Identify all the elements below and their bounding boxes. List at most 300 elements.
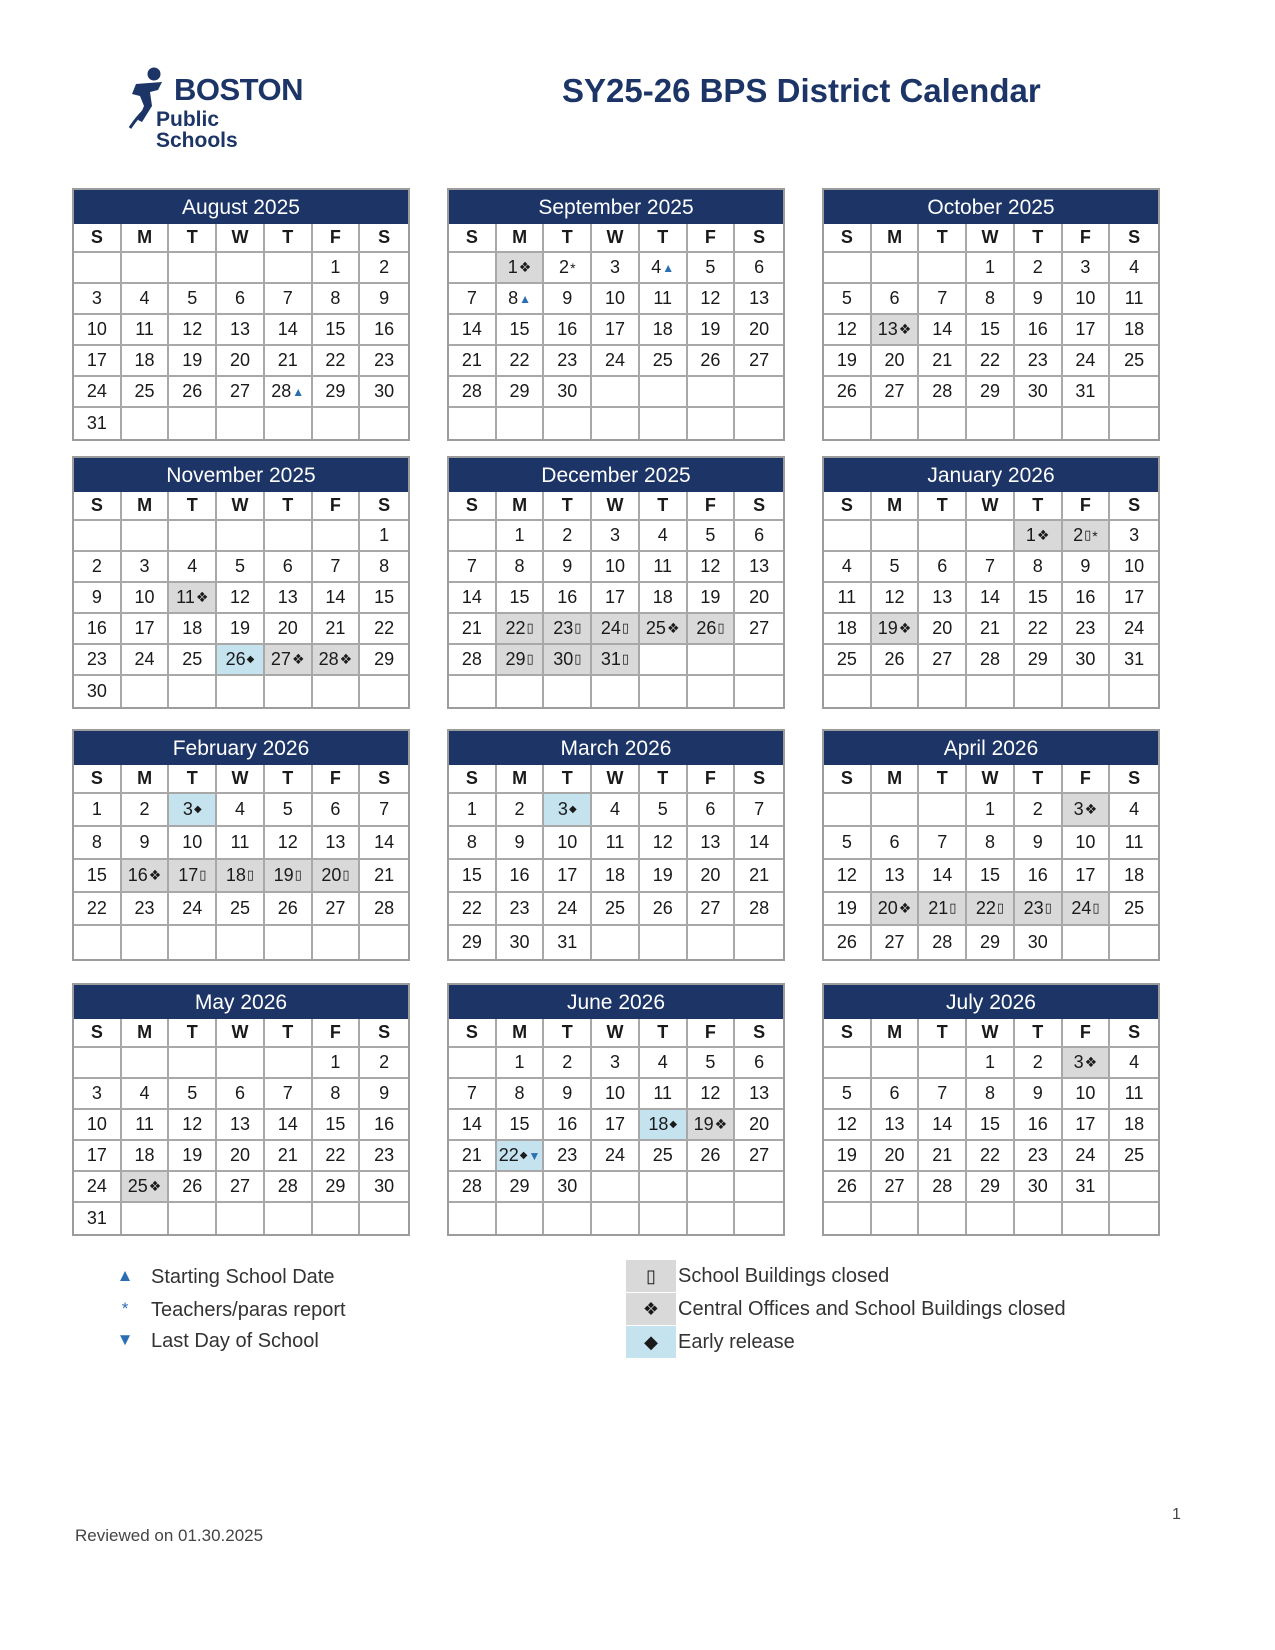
- building-closed-icon: ▯: [526, 621, 534, 636]
- day-number: 14: [932, 319, 953, 339]
- day-cell: [217, 315, 265, 346]
- day-number: 15: [325, 1114, 346, 1134]
- day-number: 20: [321, 865, 342, 885]
- start-triangle-icon: ▲: [662, 260, 675, 275]
- day-cell: [449, 893, 497, 926]
- empty-cell: [360, 676, 408, 707]
- day-cell: [169, 583, 217, 614]
- empty-cell: [967, 408, 1015, 439]
- day-cell: [640, 1079, 688, 1110]
- building-closed-icon: ▯: [199, 868, 207, 883]
- day-number: 26: [700, 350, 721, 370]
- day-number: 29: [325, 381, 346, 401]
- day-number: 1: [507, 257, 518, 277]
- building-closed-icon: ▯: [1084, 528, 1092, 543]
- day-cell: [217, 583, 265, 614]
- day-cell: [217, 827, 265, 860]
- day-number: 4: [841, 556, 852, 576]
- month-september-2025: [447, 188, 785, 441]
- day-number: 27: [884, 381, 905, 401]
- day-number: 1: [514, 1052, 525, 1072]
- weekday-label: W: [592, 765, 640, 794]
- day-cell: [640, 893, 688, 926]
- day-number: 14: [461, 319, 482, 339]
- day-cell: [1015, 284, 1063, 315]
- day-number: 11: [230, 832, 250, 852]
- day-cell: [824, 614, 872, 645]
- month-january-2026: [822, 456, 1160, 709]
- day-number: 8: [984, 1083, 995, 1103]
- day-cell: [1110, 1048, 1158, 1079]
- month-title: September 2025: [449, 190, 783, 224]
- day-number: 20: [749, 1114, 770, 1134]
- day-cell: [544, 521, 592, 552]
- day-number: 3: [1073, 799, 1084, 819]
- day-number: 18: [182, 618, 203, 638]
- day-number: 2: [514, 799, 525, 819]
- day-number: 26: [836, 1176, 857, 1196]
- day-cell: [217, 1141, 265, 1172]
- day-number: 26: [836, 381, 857, 401]
- day-cell: [313, 1079, 361, 1110]
- month-february-2026: [72, 729, 410, 961]
- day-cell: [313, 315, 361, 346]
- day-number: 21: [461, 350, 482, 370]
- weekday-header: [449, 224, 783, 253]
- empty-cell: [919, 676, 967, 707]
- empty-cell: [640, 676, 688, 707]
- empty-cell: [735, 1172, 783, 1203]
- day-number: 24: [604, 1145, 625, 1165]
- day-number: 19: [877, 618, 898, 638]
- day-cell: [735, 860, 783, 893]
- day-cell: [122, 284, 170, 315]
- day-number: 12: [836, 865, 857, 885]
- day-cell: [824, 315, 872, 346]
- day-number: 2: [1032, 799, 1043, 819]
- empty-cell: [122, 926, 170, 959]
- day-number: 27: [884, 1176, 905, 1196]
- empty-cell: [169, 926, 217, 959]
- day-cell: [74, 794, 122, 827]
- day-number: 7: [937, 832, 948, 852]
- day-number: 14: [325, 587, 346, 607]
- day-cell: [1063, 315, 1111, 346]
- empty-cell: [592, 408, 640, 439]
- day-number: 28: [461, 1176, 482, 1196]
- day-number: 18: [648, 1114, 669, 1134]
- day-number: 26: [700, 1145, 721, 1165]
- day-cell: [169, 1079, 217, 1110]
- empty-cell: [360, 926, 408, 959]
- day-cell: [313, 1110, 361, 1141]
- day-cell: [497, 521, 545, 552]
- empty-cell: [265, 521, 313, 552]
- reviewed-date: Reviewed on 01.30.2025: [75, 1526, 264, 1545]
- day-number: 12: [652, 832, 673, 852]
- day-cell: [967, 893, 1015, 926]
- weekday-header: [824, 765, 1158, 794]
- day-cell: [74, 1203, 122, 1234]
- day-number: 31: [1075, 1176, 1096, 1196]
- empty-cell: [544, 676, 592, 707]
- empty-cell: [592, 1203, 640, 1234]
- day-number: 3: [1073, 1052, 1084, 1072]
- weekday-label: W: [967, 492, 1015, 521]
- empty-cell: [688, 408, 736, 439]
- triangle-up-icon: ▲: [116, 1266, 134, 1285]
- day-cell: [360, 645, 408, 676]
- day-number: 1: [984, 257, 995, 277]
- day-number: 30: [374, 381, 395, 401]
- weekday-label: M: [872, 765, 920, 794]
- day-number: 7: [466, 288, 477, 308]
- day-number: 24: [1075, 1145, 1096, 1165]
- month-title: August 2025: [74, 190, 408, 224]
- day-cell: [544, 614, 592, 645]
- day-cell: [824, 1141, 872, 1172]
- day-cell: [688, 253, 736, 284]
- day-number: 5: [705, 525, 716, 545]
- empty-cell: [217, 253, 265, 284]
- empty-cell: [872, 253, 920, 284]
- day-cell: [640, 552, 688, 583]
- day-cell: [122, 1172, 170, 1203]
- weekday-label: M: [497, 224, 545, 253]
- day-cell: [688, 893, 736, 926]
- day-cell: [313, 827, 361, 860]
- empty-cell: [217, 1203, 265, 1234]
- day-number: 15: [509, 587, 530, 607]
- day-cell: [919, 315, 967, 346]
- day-cell: [592, 583, 640, 614]
- day-number: 17: [604, 319, 625, 339]
- day-number: 29: [505, 649, 526, 669]
- day-cell: [735, 552, 783, 583]
- day-number: 29: [1027, 649, 1048, 669]
- day-number: 28: [374, 898, 395, 918]
- day-number: 7: [937, 288, 948, 308]
- day-cell: [313, 860, 361, 893]
- early-release-diamond-icon: ◆: [246, 654, 255, 665]
- weekday-label: T: [640, 492, 688, 521]
- day-number: 24: [557, 898, 578, 918]
- day-number: 9: [1032, 1083, 1043, 1103]
- weekday-label: S: [360, 1019, 408, 1048]
- day-cell: [872, 377, 920, 408]
- day-cell: [688, 284, 736, 315]
- day-number: 14: [461, 587, 482, 607]
- empty-cell: [919, 1048, 967, 1079]
- empty-cell: [967, 521, 1015, 552]
- empty-cell: [919, 521, 967, 552]
- day-cell: [74, 860, 122, 893]
- day-cell: [1110, 346, 1158, 377]
- weekday-label: S: [735, 1019, 783, 1048]
- day-number: 5: [234, 556, 245, 576]
- day-cell: [313, 284, 361, 315]
- day-cell: [1110, 1110, 1158, 1141]
- day-cell: [265, 377, 313, 408]
- day-cell: [544, 860, 592, 893]
- day-cell: [1110, 552, 1158, 583]
- day-number: 1: [466, 799, 477, 819]
- day-number: 21: [325, 618, 346, 638]
- day-cell: [872, 614, 920, 645]
- day-number: 4: [651, 257, 662, 277]
- empty-cell: [122, 253, 170, 284]
- day-cell: [217, 614, 265, 645]
- empty-cell: [640, 408, 688, 439]
- day-number: 16: [374, 319, 395, 339]
- day-cell: [544, 253, 592, 284]
- weekday-label: T: [640, 224, 688, 253]
- empty-cell: [169, 408, 217, 439]
- day-number: 30: [557, 1176, 578, 1196]
- day-number: 25: [1124, 898, 1145, 918]
- day-number: 24: [134, 649, 155, 669]
- day-number: 14: [932, 1114, 953, 1134]
- weekday-label: M: [872, 224, 920, 253]
- empty-cell: [824, 794, 872, 827]
- day-cell: [544, 583, 592, 614]
- day-cell: [449, 315, 497, 346]
- weekday-label: S: [360, 765, 408, 794]
- day-number: 19: [836, 350, 857, 370]
- empty-cell: [122, 408, 170, 439]
- day-cell: [360, 1079, 408, 1110]
- day-cell: [122, 315, 170, 346]
- day-cell: [74, 408, 122, 439]
- day-cell: [265, 1110, 313, 1141]
- day-number: 16: [557, 587, 578, 607]
- empty-cell: [640, 1203, 688, 1234]
- weekday-header: [74, 1019, 408, 1048]
- bps-logo: [128, 66, 304, 152]
- day-cell: [360, 521, 408, 552]
- day-cell: [265, 346, 313, 377]
- day-cell: [217, 377, 265, 408]
- weekday-label: T: [169, 492, 217, 521]
- day-cell: [592, 346, 640, 377]
- month-march-2026: [447, 729, 785, 961]
- weekday-label: S: [1110, 1019, 1158, 1048]
- day-number: 8: [379, 556, 390, 576]
- day-cell: [1063, 794, 1111, 827]
- day-number: 16: [557, 1114, 578, 1134]
- empty-cell: [592, 1172, 640, 1203]
- day-number: 16: [557, 319, 578, 339]
- empty-cell: [217, 521, 265, 552]
- empty-cell: [824, 253, 872, 284]
- day-cell: [265, 315, 313, 346]
- day-cell: [1110, 583, 1158, 614]
- day-cell: [74, 315, 122, 346]
- day-cell: [449, 1172, 497, 1203]
- day-cell: [1015, 926, 1063, 959]
- day-cell: [265, 614, 313, 645]
- weekday-label: M: [872, 492, 920, 521]
- day-number: 5: [657, 799, 668, 819]
- empty-cell: [217, 408, 265, 439]
- day-cell: [824, 1172, 872, 1203]
- day-cell: [640, 253, 688, 284]
- day-number: 1: [330, 257, 341, 277]
- day-number: 9: [1032, 832, 1043, 852]
- empty-cell: [640, 377, 688, 408]
- day-grid: [449, 521, 783, 707]
- day-number: 21: [277, 1145, 298, 1165]
- day-cell: [169, 1110, 217, 1141]
- day-cell: [497, 253, 545, 284]
- day-cell: [967, 552, 1015, 583]
- day-number: 18: [652, 319, 673, 339]
- day-number: 9: [1080, 556, 1091, 576]
- day-number: 28: [749, 898, 770, 918]
- day-cell: [735, 284, 783, 315]
- day-cell: [217, 1079, 265, 1110]
- day-number: 7: [937, 1083, 948, 1103]
- empty-cell: [265, 408, 313, 439]
- day-number: 13: [229, 319, 250, 339]
- day-cell: [919, 614, 967, 645]
- month-may-2026: [72, 983, 410, 1236]
- day-number: 19: [836, 898, 857, 918]
- day-cell: [592, 827, 640, 860]
- day-cell: [592, 1079, 640, 1110]
- day-number: 1: [330, 1052, 341, 1072]
- day-number: 6: [754, 1052, 765, 1072]
- day-number: 4: [234, 799, 245, 819]
- day-cell: [919, 552, 967, 583]
- triangle-down-icon: ▼: [116, 1330, 134, 1349]
- day-cell: [449, 1079, 497, 1110]
- day-number: 14: [374, 832, 395, 852]
- day-number: 17: [86, 1145, 107, 1165]
- day-number: 13: [229, 1114, 250, 1134]
- day-number: 18: [652, 587, 673, 607]
- day-number: 3: [609, 1052, 620, 1072]
- empty-cell: [1015, 1203, 1063, 1234]
- empty-cell: [1063, 926, 1111, 959]
- day-cell: [497, 926, 545, 959]
- weekday-label: S: [735, 492, 783, 521]
- day-number: 20: [932, 618, 953, 638]
- day-number: 7: [466, 556, 477, 576]
- weekday-label: M: [122, 765, 170, 794]
- weekday-header: [449, 1019, 783, 1048]
- day-cell: [824, 926, 872, 959]
- day-cell: [1063, 552, 1111, 583]
- day-number: 12: [229, 587, 250, 607]
- teacher-asterisk-icon: *: [1092, 527, 1098, 544]
- day-number: 20: [700, 865, 721, 885]
- weekday-label: T: [1015, 1019, 1063, 1048]
- day-cell: [872, 552, 920, 583]
- empty-cell: [313, 676, 361, 707]
- day-number: 20: [277, 618, 298, 638]
- day-cell: [360, 1172, 408, 1203]
- day-cell: [919, 926, 967, 959]
- weekday-header: [74, 224, 408, 253]
- day-number: 16: [1027, 865, 1048, 885]
- legend-central-closed-label: Central Offices and School Buildings closed: [678, 1298, 1066, 1320]
- day-number: 15: [979, 1114, 1000, 1134]
- day-number: 24: [604, 350, 625, 370]
- day-number: 24: [182, 898, 203, 918]
- day-number: 25: [604, 898, 625, 918]
- day-cell: [122, 1110, 170, 1141]
- day-number: 20: [884, 350, 905, 370]
- day-cell: [169, 1141, 217, 1172]
- day-cell: [544, 893, 592, 926]
- day-number: 6: [330, 799, 341, 819]
- empty-cell: [74, 1048, 122, 1079]
- day-number: 19: [182, 1145, 203, 1165]
- building-closed-icon: ▯: [621, 621, 630, 636]
- day-number: 26: [182, 1176, 203, 1196]
- central-closed-icon: ❖: [898, 321, 912, 338]
- day-number: 23: [557, 1145, 578, 1165]
- day-number: 28: [461, 381, 482, 401]
- empty-cell: [1015, 676, 1063, 707]
- weekday-label: S: [74, 1019, 122, 1048]
- day-cell: [265, 583, 313, 614]
- day-cell: [919, 346, 967, 377]
- day-cell: [544, 346, 592, 377]
- day-number: 26: [652, 898, 673, 918]
- day-cell: [313, 893, 361, 926]
- day-cell: [497, 583, 545, 614]
- day-cell: [544, 552, 592, 583]
- day-cell: [74, 583, 122, 614]
- day-number: 11: [653, 288, 673, 308]
- day-cell: [872, 1079, 920, 1110]
- day-number: 22: [505, 618, 526, 638]
- day-cell: [74, 1079, 122, 1110]
- day-cell: [640, 583, 688, 614]
- day-number: 9: [91, 587, 102, 607]
- day-cell: [872, 645, 920, 676]
- day-cell: [360, 346, 408, 377]
- empty-cell: [544, 1203, 592, 1234]
- central-closed-icon: ❖: [898, 620, 912, 637]
- day-number: 13: [700, 832, 721, 852]
- day-number: 7: [754, 799, 765, 819]
- day-number: 11: [1124, 288, 1144, 308]
- day-number: 3: [609, 525, 620, 545]
- day-number: 6: [889, 1083, 900, 1103]
- day-number: 10: [1075, 1083, 1096, 1103]
- day-number: 5: [187, 1083, 198, 1103]
- day-cell: [735, 794, 783, 827]
- day-number: 14: [979, 587, 1000, 607]
- legend-start-label: Starting School Date: [151, 1266, 335, 1288]
- day-cell: [449, 552, 497, 583]
- day-number: 22: [1027, 618, 1048, 638]
- day-grid: [449, 1048, 783, 1234]
- weekday-header: [74, 492, 408, 521]
- day-grid: [74, 253, 408, 439]
- day-number: 2: [1073, 525, 1084, 545]
- day-cell: [74, 676, 122, 707]
- day-cell: [217, 552, 265, 583]
- logo-text-boston: BOSTON: [174, 72, 304, 107]
- day-number: 6: [234, 288, 245, 308]
- day-cell: [1110, 1079, 1158, 1110]
- day-cell: [824, 1079, 872, 1110]
- day-number: 26: [836, 932, 857, 952]
